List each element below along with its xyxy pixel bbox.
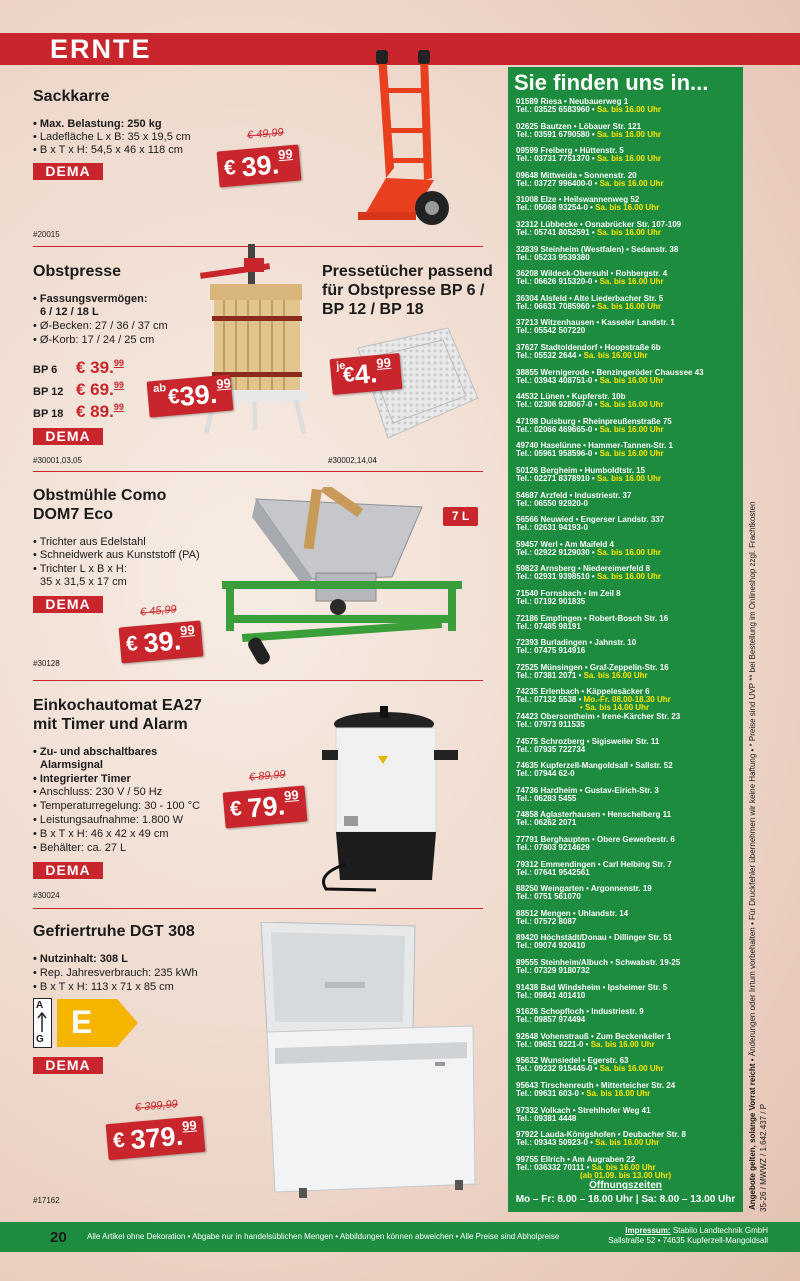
store-entry — [516, 959, 740, 975]
gefriertruhe-feature: • B x T x H: 113 x 71 x 85 cm — [33, 981, 174, 993]
store-phone: Tel.: 07475 914916 — [516, 646, 586, 656]
article-number: #30002,14,04 — [328, 456, 377, 465]
dema-logo: DEMA — [33, 428, 103, 445]
variant-price: € 39.99 — [76, 358, 124, 377]
store-address: 32312 Lübbecke • Osnabrücker Str. 107-109 — [516, 220, 682, 229]
store-address: 56566 Neuwied • Engerser Landstr. 337 — [516, 515, 665, 525]
einkochautomat-feature: • B x T x H: 46 x 42 x 49 cm — [33, 828, 169, 840]
store-address: 36304 Alsfeld • Alte Liederbacher Str. 5 — [516, 293, 664, 303]
store-entry — [516, 1131, 740, 1147]
store-phone: Tel.: 03943 408751-0 • Sa. bis 16.00 Uhr — [516, 375, 664, 385]
obstpresse-feature: • Ø-Korb: 17 / 24 / 25 cm — [33, 334, 155, 346]
store-entry — [516, 1057, 740, 1073]
sackkarre-feature: • Ladefläche L x B: 35 x 19,5 cm — [33, 131, 191, 143]
store-phone: Tel.: 07485 98191 — [516, 621, 581, 631]
price-tag: je €4.99 — [330, 353, 403, 395]
store-phone: Tel.: 07381 2071 • Sa. bis 16.00 Uhr — [516, 670, 648, 680]
store-entry — [516, 885, 740, 901]
store-entry — [516, 565, 740, 581]
store-phone: Tel.: 07935 722734 — [516, 744, 586, 754]
store-entry — [516, 393, 740, 409]
store-entry — [516, 811, 740, 827]
store-address: 47198 Duisburg • Rheinpreußenstraße 75 — [516, 416, 672, 426]
store-phone: Tel.: 06626 915320-0 • Sa. bis 16.00 Uhr — [516, 277, 664, 287]
einkochautomat-feature: • Zu- und abschaltbares — [33, 746, 158, 758]
store-phone: Tel.: 09074 920410 — [516, 941, 586, 951]
store-entry — [516, 787, 740, 803]
obstmuehle-title: DOM7 Eco — [33, 506, 114, 523]
store-address: 72525 Münsingen • Graf-Zeppelin-Str. 16 — [516, 662, 669, 672]
store-address: 01589 Riesa • Neubauerweg 1 — [516, 97, 629, 106]
dema-logo: DEMA — [33, 596, 103, 613]
store-phone: Tel.: 05741 8052591 • Sa. bis 16.00 Uhr — [516, 228, 661, 237]
einkochautomat-feature: • Behälter: ca. 27 L — [33, 842, 127, 854]
einkochautomat-feature: • Anschluss: 230 V / 50 Hz — [33, 786, 163, 798]
old-price: € 49,99 — [246, 126, 285, 142]
store-address: 72186 Empfingen • Robert-Bosch Str. 16 — [516, 613, 669, 623]
store-entry — [516, 910, 740, 926]
store-phone: Tel.: 05068 93254-0 • Sa. bis 16.00 Uhr — [516, 203, 660, 213]
store-phone: Tel.: 07572 8087 — [516, 916, 577, 926]
store-entry — [516, 861, 740, 877]
fruit-mill-image — [212, 487, 472, 667]
store-phone: Tel.: 03525 6583960 • Sa. bis 16.00 Uhr — [516, 105, 661, 114]
energy-scale-bottom: G — [36, 1034, 44, 1045]
einkochautomat-title: Einkochautomat EA27 — [33, 697, 202, 714]
sackkarre-title: Sackkarre — [33, 88, 110, 105]
store-address: 38855 Wernigerode • Benzingeröder Chaussee 43 — [516, 367, 704, 377]
store-entry — [516, 738, 740, 754]
store-hours-note: (ab 01.09. bis 13.00 Uhr) — [580, 1170, 672, 1180]
opening-hours-title: Öffnungszeiten — [589, 1180, 662, 1191]
store-entry — [516, 1107, 740, 1123]
dema-logo: DEMA — [33, 862, 103, 879]
store-phone: Tel.: 03731 7751370 • Sa. bis 16.00 Uhr — [516, 154, 661, 164]
variant-price: € 69.99 — [76, 380, 124, 399]
store-entry — [516, 369, 740, 385]
store-phone: Tel.: 06283 5455 — [516, 793, 577, 803]
variant-label: BP 12 — [33, 386, 64, 398]
store-address: 54687 Arzfeld • Industriestr. 37 — [516, 490, 632, 500]
store-address: 79312 Emmendingen • Carl Helbing Str. 7 — [516, 859, 672, 869]
energy-scale-top: A — [36, 1000, 44, 1011]
store-entry — [516, 147, 740, 163]
store-entry — [516, 221, 740, 237]
page-number: 20 — [50, 1229, 67, 1246]
store-entry — [516, 615, 740, 631]
store-address: 99755 Ellrich • Am Augraben 22 — [516, 1154, 636, 1164]
store-address: 74575 Schrozberg • Sigisweiler Str. 11 — [516, 736, 660, 746]
store-entry — [516, 762, 740, 778]
store-entry — [516, 319, 740, 335]
obstpresse-feature: • Fassungsvermögen: — [33, 293, 148, 305]
obstmuehle-feature: • Trichter L x B x H: — [33, 563, 127, 575]
presstuecher-title: Pressetücher passend — [322, 263, 493, 280]
store-phone: Tel.: 07132 5538 • Mo.-Fr. 08.00-18.30 Uhr — [516, 695, 671, 705]
store-address: 91438 Bad Windsheim • Ipsheimer Str. 5 — [516, 982, 668, 992]
store-entry — [516, 984, 740, 1000]
store-phone: Tel.: 02271 8378910 • Sa. bis 16.00 Uhr — [516, 474, 661, 483]
store-address: 92648 Vohenstrauß • Zum Beckenkeller 1 — [516, 1031, 672, 1041]
capacity-badge: 7 L — [443, 507, 478, 526]
store-phone: Tel.: 06262 2071 — [516, 818, 577, 828]
old-price: € 45,99 — [139, 603, 178, 619]
dema-logo: DEMA — [33, 163, 103, 180]
einkochautomat-feature: • Integrierter Timer — [33, 773, 131, 785]
obstpresse-feature: 6 / 12 / 18 L — [40, 306, 99, 318]
price-tag: ab €39.99 — [147, 374, 234, 417]
store-address: 59457 Werl • Am Maifeld 4 — [516, 539, 614, 549]
store-phone: Tel.: 09631 603-0 • Sa. bis 16.00 Uhr — [516, 1089, 651, 1098]
old-price: € 89,99 — [248, 768, 287, 784]
store-entry — [516, 295, 740, 311]
store-phone: Tel.: 06631 7085960 • Sa. bis 16.00 Uhr — [516, 301, 661, 311]
variant-price: € 89.99 — [76, 402, 124, 421]
store-entry — [516, 98, 740, 114]
einkochautomat-feature: • Temperaturregelung: 30 - 100 °C — [33, 800, 201, 812]
divider — [33, 471, 483, 472]
obstmuehle-feature: 35 x 31,5 x 17 cm — [40, 576, 127, 588]
store-address: 72393 Burladingen • Jahnstr. 10 — [516, 638, 637, 648]
store-address: 89420 Höchstädt/Donau • Dillinger Str. 51 — [516, 933, 673, 943]
store-entry — [516, 467, 740, 483]
store-entry — [516, 492, 740, 508]
price-tag: € 79.99 — [223, 786, 307, 829]
store-entry — [516, 123, 740, 139]
sackkarre-feature: • Max. Belastung: 250 kg — [33, 118, 162, 130]
store-entry — [516, 1156, 740, 1180]
store-phone: Tel.: 05532 2644 • Sa. bis 16.00 Uhr — [516, 351, 648, 360]
article-number: #17162 — [33, 1196, 60, 1205]
store-entry — [516, 246, 740, 262]
store-phone: Tel.: 07803 9214629 — [516, 843, 590, 852]
store-address: 74235 Erlenbach • Käppelesäcker 6 — [516, 687, 650, 697]
divider — [33, 908, 483, 909]
opening-hours: Mo – Fr: 8.00 – 18.00 Uhr | Sa: 8.00 – 13.00 Uhr — [515, 1194, 736, 1205]
store-address: 31008 Elze • Heilswannenweg 52 — [516, 195, 640, 205]
store-address: 97922 Lauda-Königshofen • Deubacher Str. 8 — [516, 1130, 686, 1140]
obstpresse-feature: • Ø-Becken: 27 / 36 / 37 cm — [33, 320, 168, 332]
store-phone: Tel.: 02931 9398510 • Sa. bis 16.00 Uhr — [516, 572, 661, 582]
article-number: #30128 — [33, 659, 60, 668]
price-tag: € 379.99 — [106, 1116, 205, 1160]
einkochautomat-feature: Alarmsignal — [40, 759, 103, 771]
article-number: #30024 — [33, 891, 60, 900]
store-address: 50126 Bergheim • Humboldtstr. 15 — [516, 466, 646, 475]
page-title: ERNTE — [50, 34, 152, 64]
store-phone: Tel.: 036332 70111 • Sa. bis 16.00 Uhr — [516, 1162, 656, 1172]
legal-disclaimer: Angebote gelten, solange Vorrat reicht • Änderungen oder Irrtum vorbehalten • Für Druckfehler übernehmen wir keine Haftung • * Preise sind UVP ** bei Bestellung im Onlineshop zzgl. Frachtkosten — [748, 501, 757, 1210]
preserving-cooker-image — [296, 704, 476, 894]
obstpresse-title: Obstpresse — [33, 263, 122, 280]
store-address: 32839 Steinheim (Westfalen) • Sedanstr. 38 — [516, 244, 679, 254]
store-entry — [516, 270, 740, 286]
store-address: 37213 Witzenhausen • Kasseler Landstr. 1 — [516, 318, 675, 328]
store-address: 91626 Schopfloch • Industriestr. 9 — [516, 1007, 644, 1017]
store-address: 89555 Steinheim/Albuch • Schwabstr. 19-25 — [516, 958, 681, 967]
store-phone: Tel.: 02922 9129030 • Sa. bis 16.00 Uhr — [516, 547, 661, 557]
store-phone: Tel.: 03727 996400-0 • Sa. bis 16.00 Uhr — [516, 178, 664, 188]
store-phone: Tel.: 09651 9221-0 • Sa. bis 16.00 Uhr — [516, 1039, 655, 1049]
obstmuehle-feature: • Trichter aus Edelstahl — [33, 536, 146, 548]
store-phone: Tel.: 09232 915445-0 • Sa. bis 16.00 Uhr — [516, 1064, 664, 1074]
einkochautomat-title: mit Timer und Alarm — [33, 716, 188, 733]
store-address: 77791 Berghaupten • Obere Gewerbestr. 6 — [516, 835, 675, 844]
store-phone: Tel.: 05542 507220 — [516, 326, 586, 336]
store-phone: Tel.: 02306 928067-0 • Sa. bis 16.00 Uhr — [516, 400, 664, 410]
store-address: 74736 Hardheim • Gustav-Eirich-Str. 3 — [516, 785, 659, 795]
footer-note: Alle Artikel ohne Dekoration • Abgabe nur in handelsüblichen Mengen • Abbildungen können abweichen • Alle Preise sind Abholpreise — [87, 1232, 560, 1241]
store-address: 88250 Weingarten • Argonnenstr. 19 — [516, 884, 652, 894]
store-entry — [516, 442, 740, 458]
store-phone: Tel.: 0751 561070 — [516, 892, 581, 902]
store-phone: Tel.: 03591 6790580 • Sa. bis 16.00 Uhr — [516, 129, 661, 139]
hand-truck-image — [350, 48, 450, 233]
gefriertruhe-feature: • Rep. Jahresverbrauch: 235 kWh — [33, 967, 198, 979]
store-address: 74423 Obersontheim • Irene-Kärcher Str. 23 — [516, 712, 681, 721]
divider — [33, 680, 483, 681]
store-phone: Tel.: 07944 62-0 — [516, 769, 575, 779]
store-address: 74858 Aglasterhausen • Henschelberg 11 — [516, 810, 672, 820]
store-address: 36208 Wildeck-Obersuhl • Rohbergstr. 4 — [516, 269, 668, 279]
store-address: 95632 Wunsiedel • Egerstr. 63 — [516, 1056, 629, 1066]
store-address: 49740 Haselünne • Hammer-Tannen-Str. 1 — [516, 441, 673, 451]
article-number: #20015 — [33, 230, 60, 239]
store-address: 44532 Lünen • Kupferstr. 10b — [516, 392, 626, 402]
store-address: 59823 Arnsberg • Niedereimerfeld 8 — [516, 564, 651, 574]
store-address: 71540 Fornsbach • Im Zeil 8 — [516, 589, 621, 598]
store-address: 74635 Kupferzell-Mangoldsall • Sallstr. 52 — [516, 761, 673, 771]
store-entry — [516, 934, 740, 950]
store-entry — [516, 344, 740, 360]
store-entry — [516, 590, 740, 606]
store-phone: Tel.: 02631 94193-0 — [516, 523, 588, 533]
print-code: 35-26 / MWWZ / 1.642.437 / P — [759, 1103, 768, 1212]
store-phone: Tel.: 07192 901835 — [516, 597, 586, 606]
store-entry — [516, 196, 740, 212]
article-number: #30001,03,05 — [33, 456, 82, 465]
presstuecher-title: für Obstpresse BP 6 / — [322, 282, 485, 299]
store-phone: Tel.: 09857 974494 — [516, 1015, 586, 1025]
store-phone: Tel.: 09841 401410 — [516, 990, 586, 1000]
price-tag: € 39.99 — [119, 621, 203, 664]
store-address: 09648 Mittweida • Sonnenstr. 20 — [516, 170, 637, 180]
chest-freezer-image — [255, 922, 480, 1202]
store-phone: Tel.: 05961 958596-0 • Sa. bis 16.00 Uhr — [516, 449, 664, 459]
store-entry — [516, 713, 740, 729]
store-entry — [516, 516, 740, 532]
sackkarre-feature: • B x T x H: 54,5 x 46 x 118 cm — [33, 144, 183, 156]
old-price: € 399,99 — [134, 1098, 179, 1114]
store-address: 09599 Freiberg • Hüttenstr. 5 — [516, 146, 624, 156]
store-list-title: Sie finden uns in... — [514, 70, 709, 95]
store-phone: Tel.: 09343 50923-0 • Sa. bis 16.00 Uhr — [516, 1138, 660, 1148]
presstuecher-title: BP 12 / BP 18 — [322, 301, 424, 318]
dema-logo: DEMA — [33, 1057, 103, 1074]
variant-label: BP 6 — [33, 364, 58, 376]
energy-class: E — [71, 1004, 93, 1040]
store-address: 95643 Tirschenreuth • Mitterteicher Str. 24 — [516, 1081, 676, 1090]
store-entry — [516, 688, 740, 712]
store-entry — [516, 1033, 740, 1049]
store-address: 97332 Volkach • Strehlhofer Weg 41 — [516, 1105, 651, 1115]
store-entry — [516, 418, 740, 434]
price-tag: € 39.99 — [217, 145, 301, 188]
impressum: Impressum: Stabilo Landtechnik GmbH Sallstraße 52 • 74635 Kupferzell-Mangoldsall — [608, 1226, 768, 1245]
store-entry — [516, 639, 740, 655]
store-address: 37627 Stadtoldendorf • Hoopstraße 6b — [516, 343, 661, 352]
store-phone: Tel.: 05233 9539380 — [516, 252, 590, 262]
obstmuehle-title: Obstmühle Como — [33, 487, 167, 504]
store-entry — [516, 541, 740, 557]
store-phone: Tel.: 07329 9180732 — [516, 966, 590, 975]
store-entry — [516, 172, 740, 188]
store-entry — [516, 836, 740, 852]
store-phone: Tel.: 07973 911535 — [516, 720, 585, 729]
store-phone: Tel.: 02066 469665-0 • Sa. bis 16.00 Uhr — [516, 424, 664, 434]
store-entry — [516, 1082, 740, 1098]
store-address: 88512 Mengen • Uhlandstr. 14 — [516, 908, 629, 918]
obstmuehle-feature: • Schneidwerk aus Kunststoff (PA) — [33, 549, 200, 561]
einkochautomat-feature: • Leistungsaufnahme: 1.800 W — [33, 814, 183, 826]
store-address: 02625 Bautzen • Löbauer Str. 121 — [516, 121, 642, 131]
store-hours-note: • Sa. bis 14.00 Uhr — [580, 703, 650, 713]
store-phone: Tel.: 09381 4448 — [516, 1113, 577, 1123]
store-phone: Tel.: 07641 9542561 — [516, 867, 590, 877]
store-phone: Tel.: 06550 92920-0 — [516, 498, 588, 508]
store-entry — [516, 664, 740, 680]
gefriertruhe-title: Gefriertruhe DGT 308 — [33, 923, 195, 940]
variant-label: BP 18 — [33, 408, 64, 420]
store-entry — [516, 1008, 740, 1024]
gefriertruhe-feature: • Nutzinhalt: 308 L — [33, 953, 128, 965]
